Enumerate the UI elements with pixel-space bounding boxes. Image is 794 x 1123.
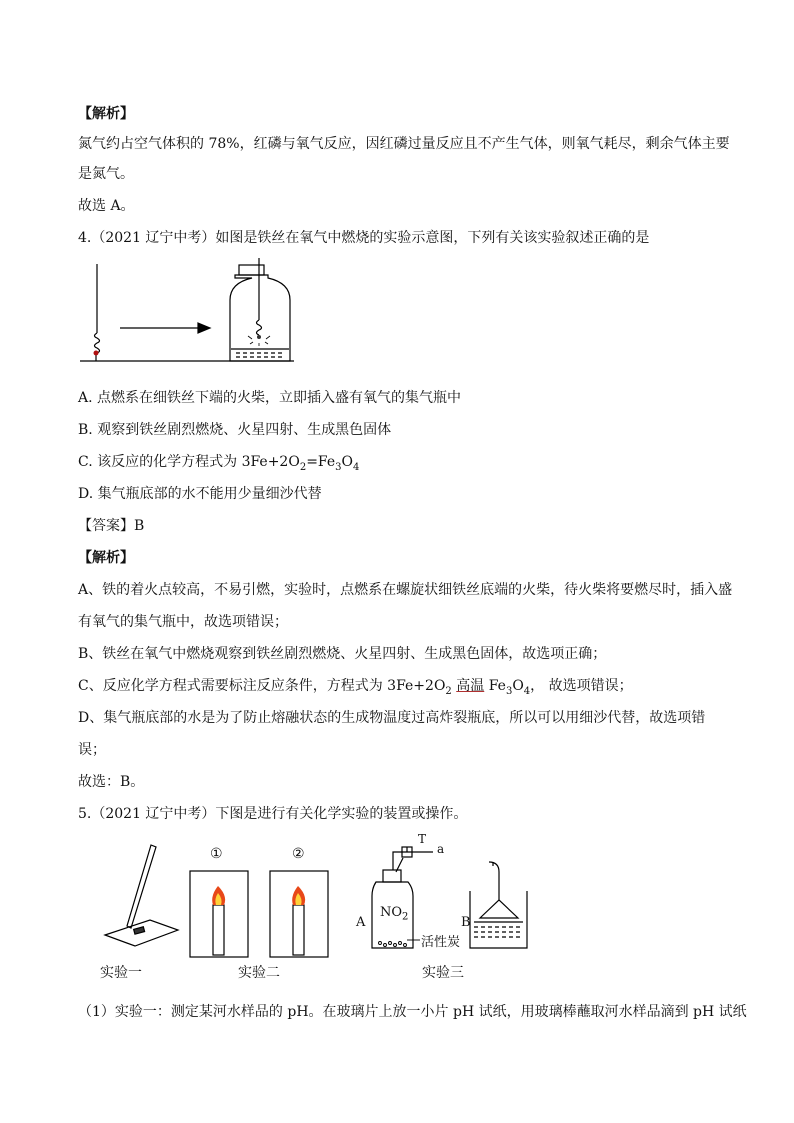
- analysis-a-line2: 有氧气的集气瓶中，故选项错误；: [78, 614, 288, 630]
- funnel: [480, 900, 518, 918]
- candle-2: [293, 905, 304, 955]
- label-valve-t: T: [418, 832, 427, 846]
- option-c: C. 该反应的化学方程式为 $3Fe+2O_2=Fe_3O_4$: [78, 454, 360, 473]
- analysis-d-line2: 误；: [78, 742, 106, 758]
- jar-neck: [239, 265, 264, 275]
- choice-text-2: 故选：B。: [78, 774, 145, 790]
- label-no2: $NO_2$: [380, 905, 409, 923]
- analysis-b: B、铁丝在氧气中燃烧观察到铁丝剧烈燃烧、火星四射、生成黑色固体，故选项正确；: [78, 646, 607, 662]
- analysis-a-line1: A、铁的着火点较高，不易引燃，实验时，点燃系在螺旋状细铁丝底端的火柴，待火柴将要燃尽时，插入盛: [78, 582, 733, 598]
- analysis-heading: 【解析】: [78, 106, 134, 122]
- beaker-2: [270, 871, 328, 957]
- label-bottle-a: A: [356, 915, 366, 930]
- beaker-1: [190, 871, 248, 957]
- label-beaker-1: ①: [210, 846, 223, 862]
- caption-exp3: 实验三: [422, 965, 464, 981]
- ph-paper: [134, 927, 145, 934]
- sparks: [248, 336, 270, 346]
- label-beaker-2: ②: [292, 846, 305, 862]
- label-a: a: [437, 842, 445, 856]
- analysis-d-line1: D、集气瓶底部的水是为了防止熔融状态的生成物温度过高炸裂瓶底，所以可以用细沙代替，故选项错: [78, 710, 706, 726]
- wire-coil: [95, 333, 100, 353]
- option-a: A. 点燃系在细铁丝下端的火柴，立即插入盛有氧气的集气瓶中: [78, 390, 462, 406]
- flame-1: [212, 886, 225, 905]
- choice-text: 故选 A。: [78, 198, 135, 214]
- analysis-heading-2: 【解析】: [78, 550, 134, 566]
- tube-b: [489, 862, 499, 900]
- question-5-part1: （1）实验一：测定某河水样品的 pH。在玻璃片上放一小片 pH 试纸，用玻璃棒蘸取河水样品滴到 pH 试纸: [78, 1004, 747, 1020]
- analysis-c: C、反应化学方程式需要标注反应条件，方程式为 $3Fe+2O_2$ 高温 $Fe_3O_4$， 故选项错误；: [78, 678, 633, 697]
- flame-2: [292, 886, 305, 905]
- option-b: B. 观察到铁丝剧烈燃烧、火星四射、生成黑色固体: [78, 422, 392, 438]
- glass-plate: [105, 920, 178, 946]
- question-4-stem: 4.（2021 辽宁中考）如图是铁丝在氧气中燃烧的实验示意图，下列有关该实验叙述正确的是: [78, 230, 650, 246]
- gas-jar: [230, 275, 290, 361]
- caption-exp2: 实验二: [238, 965, 280, 981]
- answer-text: 【答案】B: [78, 518, 145, 534]
- caption-exp1: 实验一: [100, 965, 142, 981]
- candle-1: [213, 905, 224, 955]
- label-activated-carbon: 活性炭: [421, 935, 461, 950]
- option-d: D. 集气瓶底部的水不能用少量细沙代替: [78, 486, 322, 502]
- question-5-stem: 5.（2021 辽宁中考）下图是进行有关化学实验的装置或操作。: [78, 806, 468, 822]
- activated-carbon: [379, 940, 421, 947]
- label-beaker-b: B: [461, 915, 471, 930]
- analysis-text-line2: 是氮气。: [78, 166, 134, 182]
- glass-rod: [127, 845, 156, 928]
- beaker-b: [470, 891, 527, 948]
- analysis-text-line1: 氮气约占空气体积的 78%，红磷与氧气反应，因红磷过量反应且不产生气体，则氧气耗尽，剩余气体主要: [78, 136, 730, 152]
- bottle-neck-a: [383, 870, 401, 882]
- tube-a: [393, 852, 433, 870]
